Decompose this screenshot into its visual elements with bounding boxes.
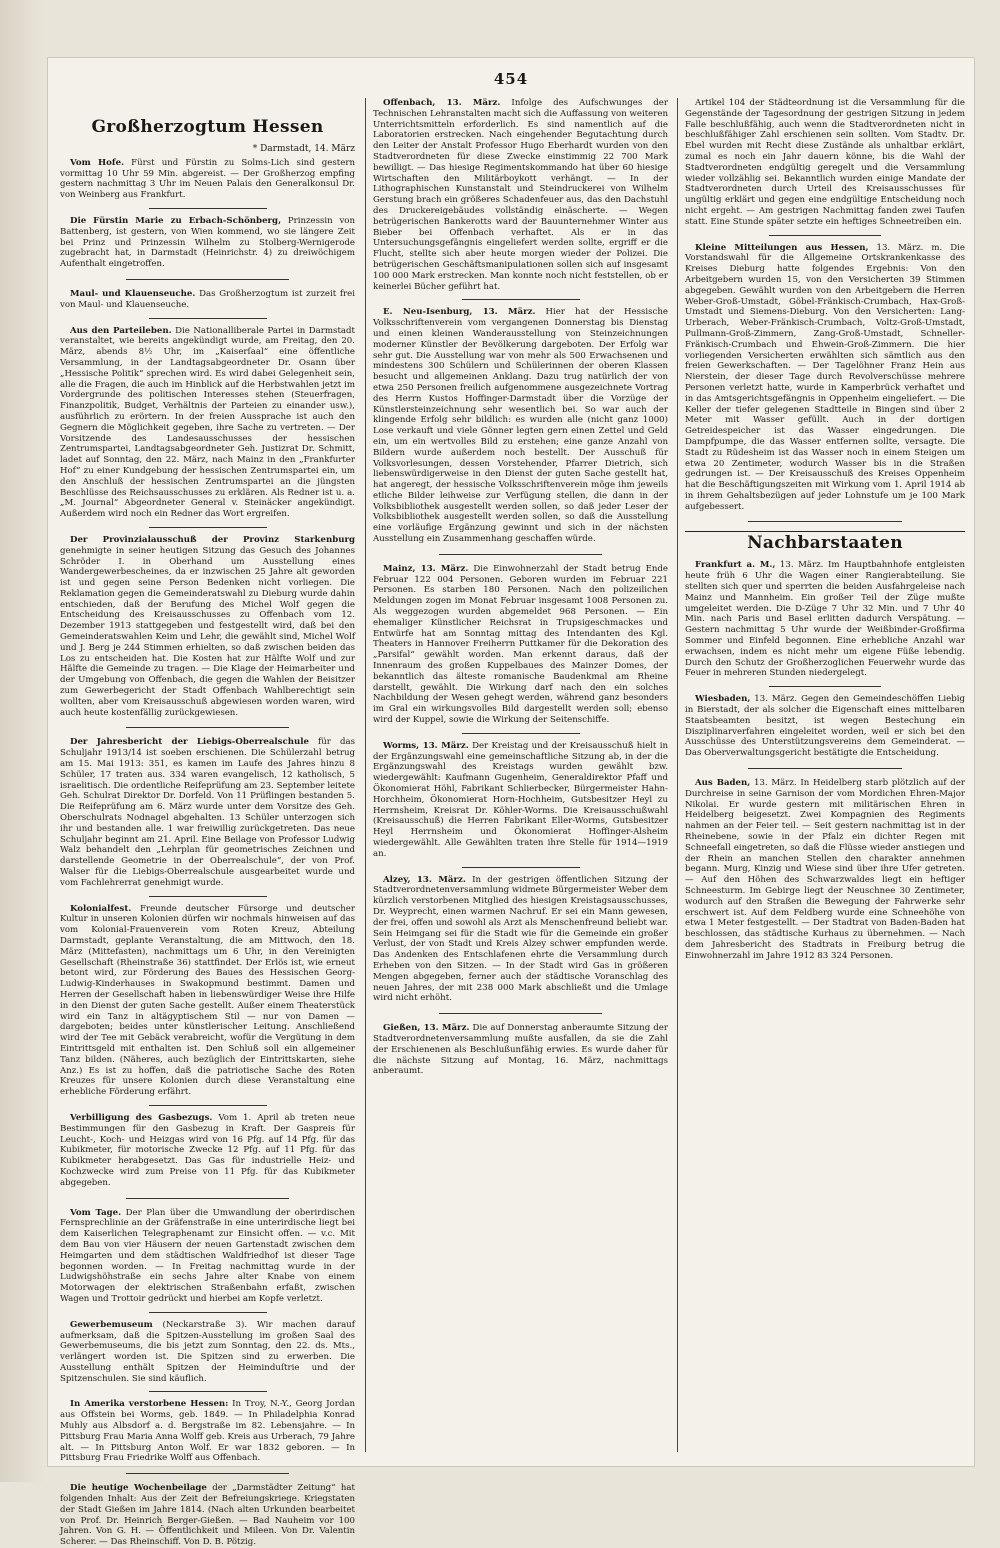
article-separator <box>748 521 902 522</box>
article-keyword: Aus Baden, <box>695 778 751 789</box>
article-separator <box>149 1391 267 1392</box>
column-3 <box>685 98 965 1452</box>
article-keyword: Gießen, 13. März. <box>383 1023 470 1034</box>
article-separator <box>126 1473 288 1474</box>
section-heading: Nachbarstaaten <box>685 531 965 554</box>
article-paragraph <box>685 560 965 679</box>
article-text: genehmigte in seiner heutigen Sitzung das Gesuch des Johannes Schröder I. in Oberhand um Ausstellung eines Wandergewerbescheines, da er inzwischen 25 Jahre alt geworden ist und gegen seine Person Bedenken nicht vorliegen. Die Reklamation gegen die Gemeinderatswahl zu Dieburg wurde dahin entschieden, daß der Berufung des Michel Wolf gegen die Entscheidung des Kreisausschusses zu Offenbach vom 12. Dezember 1913 stattgegeben und festgestellt wird, daß bei den Gemeinderatswahlen Keim und Lehr, die gewählt sind, Michel Wolf und J. Berg je 244 Stimmen erhielten, so daß zwischen beiden das Los zu entscheiden hat. Die Kosten hat zur Hälfte Wolf und zur Hälfte die Gemeinde zu tragen. — Die Klage der Heimarbeiter und der Umgebung von Offenbach, die gegen die Wahlen der Beisitzer zum Gewerbegericht der Stadt Offenbach Wahlberechtigt sein wollten, aber vom Kreisausschuß abgewiesen worden waren, wird auch heute kostenfällig zurückgewiesen. <box>60 545 355 718</box>
scan-margin <box>0 0 48 1482</box>
article-paragraph <box>60 1483 355 1548</box>
article-paragraph <box>60 216 355 270</box>
article-paragraph <box>685 694 965 759</box>
article-text: Die Nationalliberale Partei in Darmstadt veranstaltet, wie bereits angekündigt wurde, am Freitag, den 20. März, abends 8½ Uhr, im „Kaiserſaal“ eine öffentliche Versammlung, in der Landtagsabgeordneter Dr. Osann über „Hessische Politik“ sprechen wird. Es wird dabei Gelegenheit sein, alle die Fragen, die auch im Hinblick auf die Herbstwahlen jetzt im Vordergrunde des politischen Interesses stehen (Steuerfragen, Finanzpolitik, Budget, Verhältnis der Parteien zu einander usw.), ausführlich zu erörtern. In der freien Aussprache ist auch den Gegnern die Möglichkeit gegeben, ihre Sache zu vertreten. — Der Vorsitzende des Landesausschusses der hessischen Zentrumspartei, Landtagsabgeordneter Geh. Justizrat Dr. Schmitt, ladet auf Sonntag, den 22. März, nach Mainz in den „Frankfurter Hof“ zu einer Kundgebung der hessischen Zentrumspartei ein, um den Anschluß der hessischen Zentrumspartei an die jüngsten Beschlüsse des Reichsausschusses zu erklären. Als Redner ist u. a. „M. Journal“ Abgeordneter General v. Steinäcker angekündigt. Außerdem wird noch ein Redner das Wort ergreifen. <box>60 325 355 520</box>
article-text: der „Darmstädter Zeitung“ hat folgenden Inhalt: Aus der Zeit der Befreiungskriege. Kriegstaten der Stadt Gießen im Jahre 1814. (Nach alten Urkunden bearbeitet von Prof. Dr. Heinrich Berger-Gießen. — Bad Nauheim vor 100 Jahren. Von G. H. — Öffentlichkeit und Mileen. Von Dr. Valentin Scherer. — Das Rheinschiff. Von D. B. Pötzig. <box>60 1483 355 1548</box>
article-paragraph <box>373 1023 668 1077</box>
article-keyword: E. Neu-Isenburg, 13. März. <box>383 307 536 318</box>
article-keyword: Aus den Parteileben. <box>70 325 172 336</box>
article-text: 13. März. Gegen den Gemeindeschöffen Liebig in Bierstadt, der als solcher die Eigenschaft eines mittelbaren Staatsbeamten besitzt, ist wegen Bestechung ein Disziplinarverfahren eingeleitet worden, weil er sich bei den Ausschüsse des Unterstützungsvereins dem Gemeinderat. — Das Oberverwaltungsgericht bestätigte die Entscheidung. <box>685 694 965 759</box>
article-text: 13. März. m. Die Vorstandswahl für die Allgemeine Ortskrankenkasse des Kreises Dieburg hatte folgendes Ergebnis: Von den Arbeitgebern wurden 15, von den Versicherten 39 Stimmen abgegeben. Gewählt wurden von den Arbeitgebern die Herren Weber-Groß-Umstadt, Göbel-Fränkisch-Crumbach, Hax-Groß-Umstadt und Siemens-Dieburg. Von den Versicherten: Lang-Urberach, Weber-Fränkisch-Crumbach, Voltz-Groß-Umstadt, Pullmann-Groß-Zimmern, Zang-Groß-Umstadt, Schneller-Fränkisch-Crumbach und Ehwein-Groß-Zimmern. Die hier vorliegenden Versicherten erwählten sich sämtlich aus den freien Gewerkschaften. — Der Tagelöhner Franz Hein aus Nierstein, der dieser Tage durch Revolverschüsse mehrere Personen verletzt hatte, wurde in Kamperbrück verhaftet und in das Amtsgerichtsgefängnis in Oppenheim eingeliefert. — Die Keller der tiefer gelegenen Stadtteile in Bingen sind über 2 Meter mit Wasser gefüllt. Auch in der dortigen Getreidespeicher ist das Wasser eingedrungen. Die Dampfpumpe, die das Wasser entfernen sollte, versagte. Die Stadt zu Rüdesheim ist das Wasser noch in einem Steigen um etwa 20 Zentimeter, wodurch Wasser bis in die Straßen gedrungen ist. — Der Kreisausschuß des Kreises Oppenheim hat die Beschäftigungszeiten mit Wirkung vom 1. April 1914 ab in ihrem Gehaltsbezügen auf jeder Lohnstufe um je 100 Mark aufgebessert. <box>685 242 965 512</box>
article-keyword: Vom Tage. <box>70 1207 122 1218</box>
article-paragraph <box>60 1113 355 1189</box>
article-separator <box>462 733 580 734</box>
article-paragraph <box>60 158 355 201</box>
article-keyword: Kleine Mitteilungen aus Hessen, <box>695 242 869 253</box>
article-text: Das Großherzogtum ist zurzeit frei von Maul- und Klauenseuche. <box>60 288 355 310</box>
article-separator <box>439 1013 601 1014</box>
article-paragraph <box>60 904 355 1098</box>
article-keyword: Maul- und Klauenseuche. <box>70 288 196 299</box>
article-text: (Neckarstraße 3). Wir machen darauf aufmerksam, daß die Spitzen-Ausstellung im großen Saal des Gewerbemuseums, die bis jetzt zum Sonntag, den 22. ds. Mts., verlängert worden ist. Die Spitzen sind zu erwerben. Die Ausstellung enthält Spitzen der Heiminduſtrie und der Spitzenschulen. Sie sind käuflich. <box>60 1319 355 1384</box>
article-separator <box>149 208 267 209</box>
article-paragraph <box>373 875 668 1005</box>
article-paragraph <box>373 741 668 860</box>
article-keyword: In Amerika verstorbene Hessen: <box>70 1399 229 1410</box>
article-keyword: Worms, 13. März. <box>383 740 469 751</box>
article-text: Vom 1. April ab treten neue Bestimmungen für den Gasbezug in Kraft. Der Gaspreis für Leucht-, Koch- und Heizgas wird von 16 Pfg. auf 14 Pfg. für das Kubikmeter, für motorische Zwecke 12 Pfg. auf 11 Pfg. für das Kubikmeter herabgesetzt. Das Gas für industrielle Heiz- und Kochzwecke wird zum Preise von 11 Pfg. für das Kubikmeter abgegeben. <box>60 1112 355 1188</box>
article-separator <box>748 768 902 769</box>
article-text: Prinzessin von Battenberg, ist gestern, von Wien kommend, wo sie längere Zeit bei Prinz und Prinzessin Wilhelm zu Stolberg-Wernigerode zugebracht hat, in Darmstadt (Heinrichstr. 4) zu dreiwöchigem Aufenthalt eingetroffen. <box>60 215 356 270</box>
article-paragraph <box>685 778 965 962</box>
dateline: * Darmstadt, 14. März <box>252 144 355 154</box>
article-text: In der gestrigen öffentlichen Sitzung der Stadtverordnetenversammlung widmete Bürgermeister Weber dem kürzlich verstorbenen Mitglied des hiesigen Kreistagsausschusses, Dr. Weyprecht, einen warmen Nachruf. Er sei ein Mann gewesen, der frei, offen und sowohl als Arzt als Menschenfreund beliebt war. Sein Heimgang sei für die Stadt wie für die Gemeinde ein großer Verlust, der von Stadt und Kreis Alzey schwer empfunden werde. Das Andenken des Entschlafenen ehrte die Versammlung durch Erheben von den Sitzen. — In der Stadt wird Gas in größeren Mengen abgegeben, ferner auch der städtische Voranschlag des neuen Jahres, der mit 238 000 Mark abschließt und die Umlage wird nicht erhöht. <box>373 874 668 1004</box>
article-text: 13. März. In Heidelberg starb plötzlich auf der Durchreise in seine Garnison der vom Mordichen Ehren-Major Nikolai. Er wurde gestern mit militärischen Ehren in Heidelberg beigesetzt. Zwei Kompagnien des Regiments nahmen an der Feier teil. — Seit gestern nachmittag ist in der Rheinebene, sowie in der Pfalz ein dichter Regen mit Schneefall eingetreten, so daß die Flüsse wieder anstiegen und der Rhein an manchen Stellen den charakter annehmen begann. Murg, Kinzig und Wiese sind über ihre Ufer getreten. — Auf den Höhen des Schwarzwaldes liegt ein heftiger Schneesturm. Im Gebirge liegt der Neuschnee 30 Zentimeter, wodurch auf den Straßen die Bewegung der Fahrwerke sehr erschwert ist. Auf dem Feldberg wurde eine Schneehöhe von etwa 1 Meter festgestellt. — Der Stadtrat von Baden-Baden hat beschlossen, das städtische Kurhaus zu übernehmen. — Nach dem Jahresbericht des Stadtrats in Freiburg betrug die Einwohnerzahl im Jahre 1912 83 324 Personen. <box>685 778 965 961</box>
article-text: für das Schuljahr 1913/14 ist soeben erschienen. Die Schülerzahl betrug am 15. Mai 1913: 351, es kamen im Laufe des Jahres hinzu 8 Schüler, 17 traten aus. 334 waren evangelisch, 12 katholisch, 5 israelitisch. Die ordentliche Reifeprüfung am 23. September leitete Geh. Schulrat Direktor Dr. Dorfeld. Von 11 Prüflingen bestanden 5. Die Reifeprüfung am 6. März wurde unter dem Vorsitze des Geh. Oberschulrats Nodnagel abgehalten. 13 Schüler unterzogen sich ihr und bestanden alle. 1 war freiwillig zurückgetreten. Das neue Schuljahr beginnt am 21. April. Eine Beilage von Professor Ludwig Walz behandelt den „Lehrplan für geometrisches Zeichnen und darstellende Geometrie in der Oberrealschule“, der von Prof. Walser für die Liebigs-Oberrealschule ausgearbeitet wurde und vom Fachlehrerrat genehmigt wurde. <box>60 737 355 888</box>
article-keyword: Verbilligung des Gasbezugs. <box>70 1112 213 1123</box>
column-rule <box>365 98 366 1452</box>
article-separator <box>149 896 267 897</box>
article-separator <box>462 299 580 300</box>
article-separator <box>769 235 881 236</box>
article-keyword: Gewerbemuseum <box>70 1319 153 1330</box>
article-keyword: Offenbach, 13. März. <box>383 98 501 108</box>
article-paragraph <box>60 326 355 520</box>
newspaper-page <box>48 58 974 1548</box>
article-separator <box>126 279 288 280</box>
article-separator <box>439 554 601 555</box>
article-text: Der Kreistag und der Kreisausschuß hielt in der Ergänzungswahl eine gemeinschaftliche Sitzung ab, in der die Ergänzungswahl des Kreistags wurden gewählt bzw. wiedergewählt: Kaufmann Gugenheim, Generaldirektor Pfaff und Ökonomierat Höhl, Fabrikant Schlierbecker, Bürgermeister Hahn-Horchheim, Ökonomierat Horn-Hochheim, Gutsbesitzer Heyl zu Herrnsheim, Kreisrat Dr. Köhler-Worms. Die Kreisausschußwahl (Kreisausschuß) die Herren Fabrikant Eller-Worms, Gutsbesitzer Heyl Herrnsheim und Ökonomierat Hoffinger-Alsheim wiedergewählt. Alle Gewählten traten ihre Stelle für 1914—1919 an. <box>373 740 668 859</box>
article-keyword: Wiesbaden, <box>695 694 751 705</box>
article-text: Die auf Donnerstag anberaumte Sitzung der Stadtverordnetenversammlung mußte ausfallen, da sie die Zahl der Erschienenen als Beschlußunfähig erwies. Es wurde daher für die nächste Sitzung auf Montag, 16. März, nachmittags anberaumt. <box>373 1023 668 1077</box>
article-keyword: Die heutige Wochenbeilage <box>70 1483 207 1494</box>
article-text: Hier hat der Hessische Volksschriftenverein vom vergangenen Donnerstag bis Dienstag und einen kleinen Wanderausstellung von Steinzeichnungen moderner Künstler der Bevölkerung dargeboten. Der Erfolg war sehr gut. Die Ausstellung war von mehr als 500 Erwachsenen und mindestens 300 Schülern und Schülerinnen der oberen Klassen besucht und allgemeinen Anklang. Dazu trug natürlich der von etwa 250 Personen freilich aufgenommene ausgezeichnete Vortrag des Herrn Kustos Hoffinger-Darmstadt über die Vorzüge der Künstlersteinzeichnung sehr wesentlich bei. So war auch der klingende Erfolg sehr bildlich: es wurden alle (nicht ganz 1000) Lose verkauft und viele Gönner legten gern einen Zettel und Geld ein, um ein wertvolles Bild zu erstehen; eine ganze Anzahl von Bildern wurde außerdem noch bestellt. Der Ausschuß für Volksvorlesungen, dessen Vorstehender, Pfarrer Dietrich, sich liebenswürdigerweise in den Dienst der guten Sache gestellt hat, hat angeregt, der hessische Volksschriftenverein möge ihm jeweils etliche Bilder leihweise zur Verfügung stellen, die dann in der Volksbibliothek ausgestellt werden sollen, so daß jeder Leser der Volksbibliothek ausgestellt werden sollen, so daß die Ausstellung eine vorläufige Ergänzung gewinnt und sich in der nächsten Ausstellung ein Zusammenhang geschaffen würde. <box>373 307 668 545</box>
article-separator <box>462 867 580 868</box>
article-text: Artikel 104 der Städteordnung ist die Versammlung für die Gegenstände der Tagesordnung der gestrigen Sitzung in jedem Falle beschlußfähig, auch wenn die Stadtverordneten nicht in beschlußfähiger Zahl erschienen sein sollten. Vom Stadtv. Dr. Ebel wurden mit Recht diese Zustände als unhaltbar erklärt, zumal es noch ein Jahr dauern könne, bis die Wahl der Stadtverordneten endgültig geregelt und die Versammlung wieder vollzählig sei. Bekanntlich wurden einige Mandate der Stadtverordneten durch Urteil des Kreisausschusses für ungültig erklärt und gegen eine endgültige Entscheidung noch nicht ergeht. — Am gestrigen Nachmittag fanden zwei Taufen statt. Eine Stunde später setzte ein heftiges Schneetreiben ein. <box>685 98 965 227</box>
article-keyword: Der Provinzialausschuß der Provinz Starkenburg <box>70 534 355 545</box>
article-paragraph <box>373 307 668 545</box>
article-paragraph <box>60 1208 355 1305</box>
column-1 <box>60 98 356 1548</box>
article-paragraph <box>60 737 355 888</box>
page-number: 454 <box>493 70 529 88</box>
article-paragraph <box>60 289 355 311</box>
column-1-articles <box>60 158 355 1548</box>
column-2 <box>373 98 668 1452</box>
article-separator <box>149 527 267 528</box>
article-text: Freunde deutscher Fürsorge und deutscher Kultur in unseren Kolonien dürfen wir nochmals hinweisen auf das vom Kolonial-Frauenverein vom Roten Kreuz, Abteilung Darmstadt, geplante Veranstaltung, die am Mittwoch, den 18. März (Mittefasten), nachmittags um 6 Uhr, in den Vereinigten Gesellschaft (Rheinstraße 36) stattfindet. Der Erlös ist, wie erneut betont wird, zur Förderung des Baues des Hessischen Georg-Ludwig-Kinderhauses in Swakopmund bestimmt. Damen und Herren der Gesellschaft haben in liebenswürdiger Weise ihre Hilfe in den Dienst der guten Sache gestellt. Außer einem Theaterstück wird ein Tanz in altägyptischem Stil — nur von Damen — dargeboten; beides unter künstlerischer Leitung. Anschließend wird der Tee mit Gebäck verabreicht, wofür die Vergütung in dem Eintrittsgeld mit enthalten ist. Den Schluß soll ein allgemeiner Tanz bilden. (Näheres, auch bezüglich der Eintrittskarten, siehe Anz.) Es ist zu hoffen, daß die patriotische Sache des Roten Kreuzes für unsere Kolonien durch diese Veranstaltung eine erhebliche Förderung erfährt. <box>60 903 355 1098</box>
article-paragraph <box>60 1320 355 1385</box>
article-text: 13. März. Im Hauptbahnhofe entgleisten heute früh 6 Uhr die Wagen einer Rangierabteilung. Sie stellten sich quer und sperrten die beiden Ausfahrgeleise nach Mainz und Mannheim. Ein großer Teil der Züge mußte umgeleitet werden. Die D-Züge 7 Uhr 32 Min. und 7 Uhr 40 Min. nach Paris und Basel erlitten dadurch Verspätung. — Gestern nachmittag 5 Uhr wurde der Weißbinder-Großfirma Sommer und Einfeld begonnen. Eine erhebliche Anzahl war erwachsen, indem es nicht mehr um eigene Füße lebendig. Durch den Schutz der Großherzoglichen Feuerwehr wurde das Feuer in mehreren Stunden niedergelegt. <box>685 560 965 679</box>
article-separator <box>126 727 288 728</box>
column-2-articles <box>373 98 668 1077</box>
article-paragraph <box>685 98 965 228</box>
article-keyword: Der Jahresbericht der Liebigs-Oberrealschule <box>70 737 309 748</box>
section-heading: Großherzogtum Hessen <box>91 117 324 137</box>
article-paragraph <box>60 535 355 719</box>
article-paragraph <box>373 98 668 292</box>
article-paragraph <box>373 564 668 726</box>
article-separator <box>149 1312 267 1313</box>
article-text: In Troy, N.-Y., Georg Jordan aus Offstein bei Worms, geb. 1849. — In Philadelphia Konrad Muhly aus Albsdorf a. d. Bergstraße im 82. Lebensjahre. — In Pittsburg Frau Maria Anna Wolff geb. Kreis aus Urberach, 79 Jahre alt. — In Pittsburg Anton Wolf. Er war 1832 geboren. — In Pittsburg Frau Friedrike Wolff aus Offenbach. <box>60 1399 355 1464</box>
article-keyword: Alzey, 13. März. <box>383 874 466 885</box>
article-paragraph <box>60 1399 355 1464</box>
article-keyword: Kolonialfest. <box>70 903 132 914</box>
article-text: Die Einwohnerzahl der Stadt betrug Ende Februar 122 004 Personen. Geboren wurden im Februar 221 Personen. Es starben 180 Personen. Nach den polizeilichen Meldungen zogen im Monat Februar insgesamt 1008 Personen zu. Als weggezogen wurden abgemeldet 968 Personen. — Ein ehemaliger Künstlicher Reichsrat in Trupsigeschmackes und Entwürfe hat am Sonntag mittag des Intendanten des Kgl. Theaters in Hannover Freiherrn Puttkamer für die Dekoration des „Parsifal“ gewählt worden. Man erkennt daraus, daß der Innenraum des großen Kuppelbaues des Mainzer Domes, der bekanntlich das älteste romanische Baudenkmal am Rheine darstellt, gewählt. Die Wirkung darf nach den ein solches Nachbildung der Wesen gehegt werden, während ganz besonders im Gral ein wirkungsvolles Bild dargestellt werden soll; ebenso wird der Kuppel, sowie die Wirkung der Seitenschiffe. <box>373 563 668 726</box>
article-text: Der Plan über die Umwandlung der oberirdischen Fernsprechlinie an der Gräfenstraße in eine unterirdische liegt bei dem Kaiserlichen Telegraphenamt zur Einsicht offen. — v.c. Mit dem Bau von vier Häusern der neuen Gartenstadt zwischen dem Heimgarten und dem städtischen Waldfriedhof ist dieser Tage begonnen worden. — In Freitag nachmittag wurde in der Ludwigshöhstraße ein sechs Jahre alter Knabe von einem Motorwagen der elektrischen Straßenbahn erfaßt, zwischen Wagen und Trottoir gedrückt und hierbei am Kopfe verletzt. <box>60 1207 355 1304</box>
article-keyword: Frankfurt a. M., <box>695 560 776 571</box>
article-keyword: Die Fürstin Marie zu Erbach-Schönberg, <box>70 215 282 226</box>
article-text: Infolge des Aufschwunges der Technischen Lehranstalten macht sich die Auffassung von weiteren Unterrichtsmitteln erforderlich. Es sind namentlich auf die Laboratorien erstrecken. Nach eingehender Begutachtung durch den Leiter der Anstalt Professor Hugo Eberhardt wurden von den Stadtverordneten für diese Zwecke einstimmig 22 700 Mark bewilligt. — Das hiesige Regimentskommando hat über 60 hiesige Wirtschaften den Militärboykott verhängt. — In der Lithographischen Kunstanstalt und Steindruckerei von Wilhelm Gerstung brach ein größeres Schadenfeuer aus, das den Dachstuhl des Druckereigebäudes vollständig einäscherte. — Wegen betrügerischen Bankerotts ward der Bauunternehmer Winter aus Bieber bei Offenbach verhaftet. Als er in das Untersuchungsgefängnis eingeliefert werden sollte, ergriff er die Flucht, stellte sich aber heute morgen wieder der Polizei. Die betrügerischen Geschäftsmanipulationen sollen sich auf insgesamt 100 000 Mark erstrecken. Man konnte noch nicht feststellen, ob er keinerlei Bücher geführt hat. <box>373 98 668 292</box>
article-separator <box>149 318 267 319</box>
column-3-articles <box>685 98 965 962</box>
article-separator <box>149 1105 267 1106</box>
article-separator <box>126 1198 288 1199</box>
article-paragraph <box>685 243 965 513</box>
column-rule <box>677 98 678 1452</box>
article-keyword: Vom Hofe. <box>70 157 125 168</box>
article-separator <box>769 686 881 687</box>
article-text: Fürst und Fürstin zu Solms-Lich sind gestern vormittag 10 Uhr 59 Min. abgereist. — Der Großherzog empfing gestern nachmittag 3 Uhr im Neuen Palais den Generalkonsul Dr. von Weinberg aus Frankfurt. <box>60 157 355 201</box>
article-keyword: Mainz, 13. März. <box>383 563 469 574</box>
